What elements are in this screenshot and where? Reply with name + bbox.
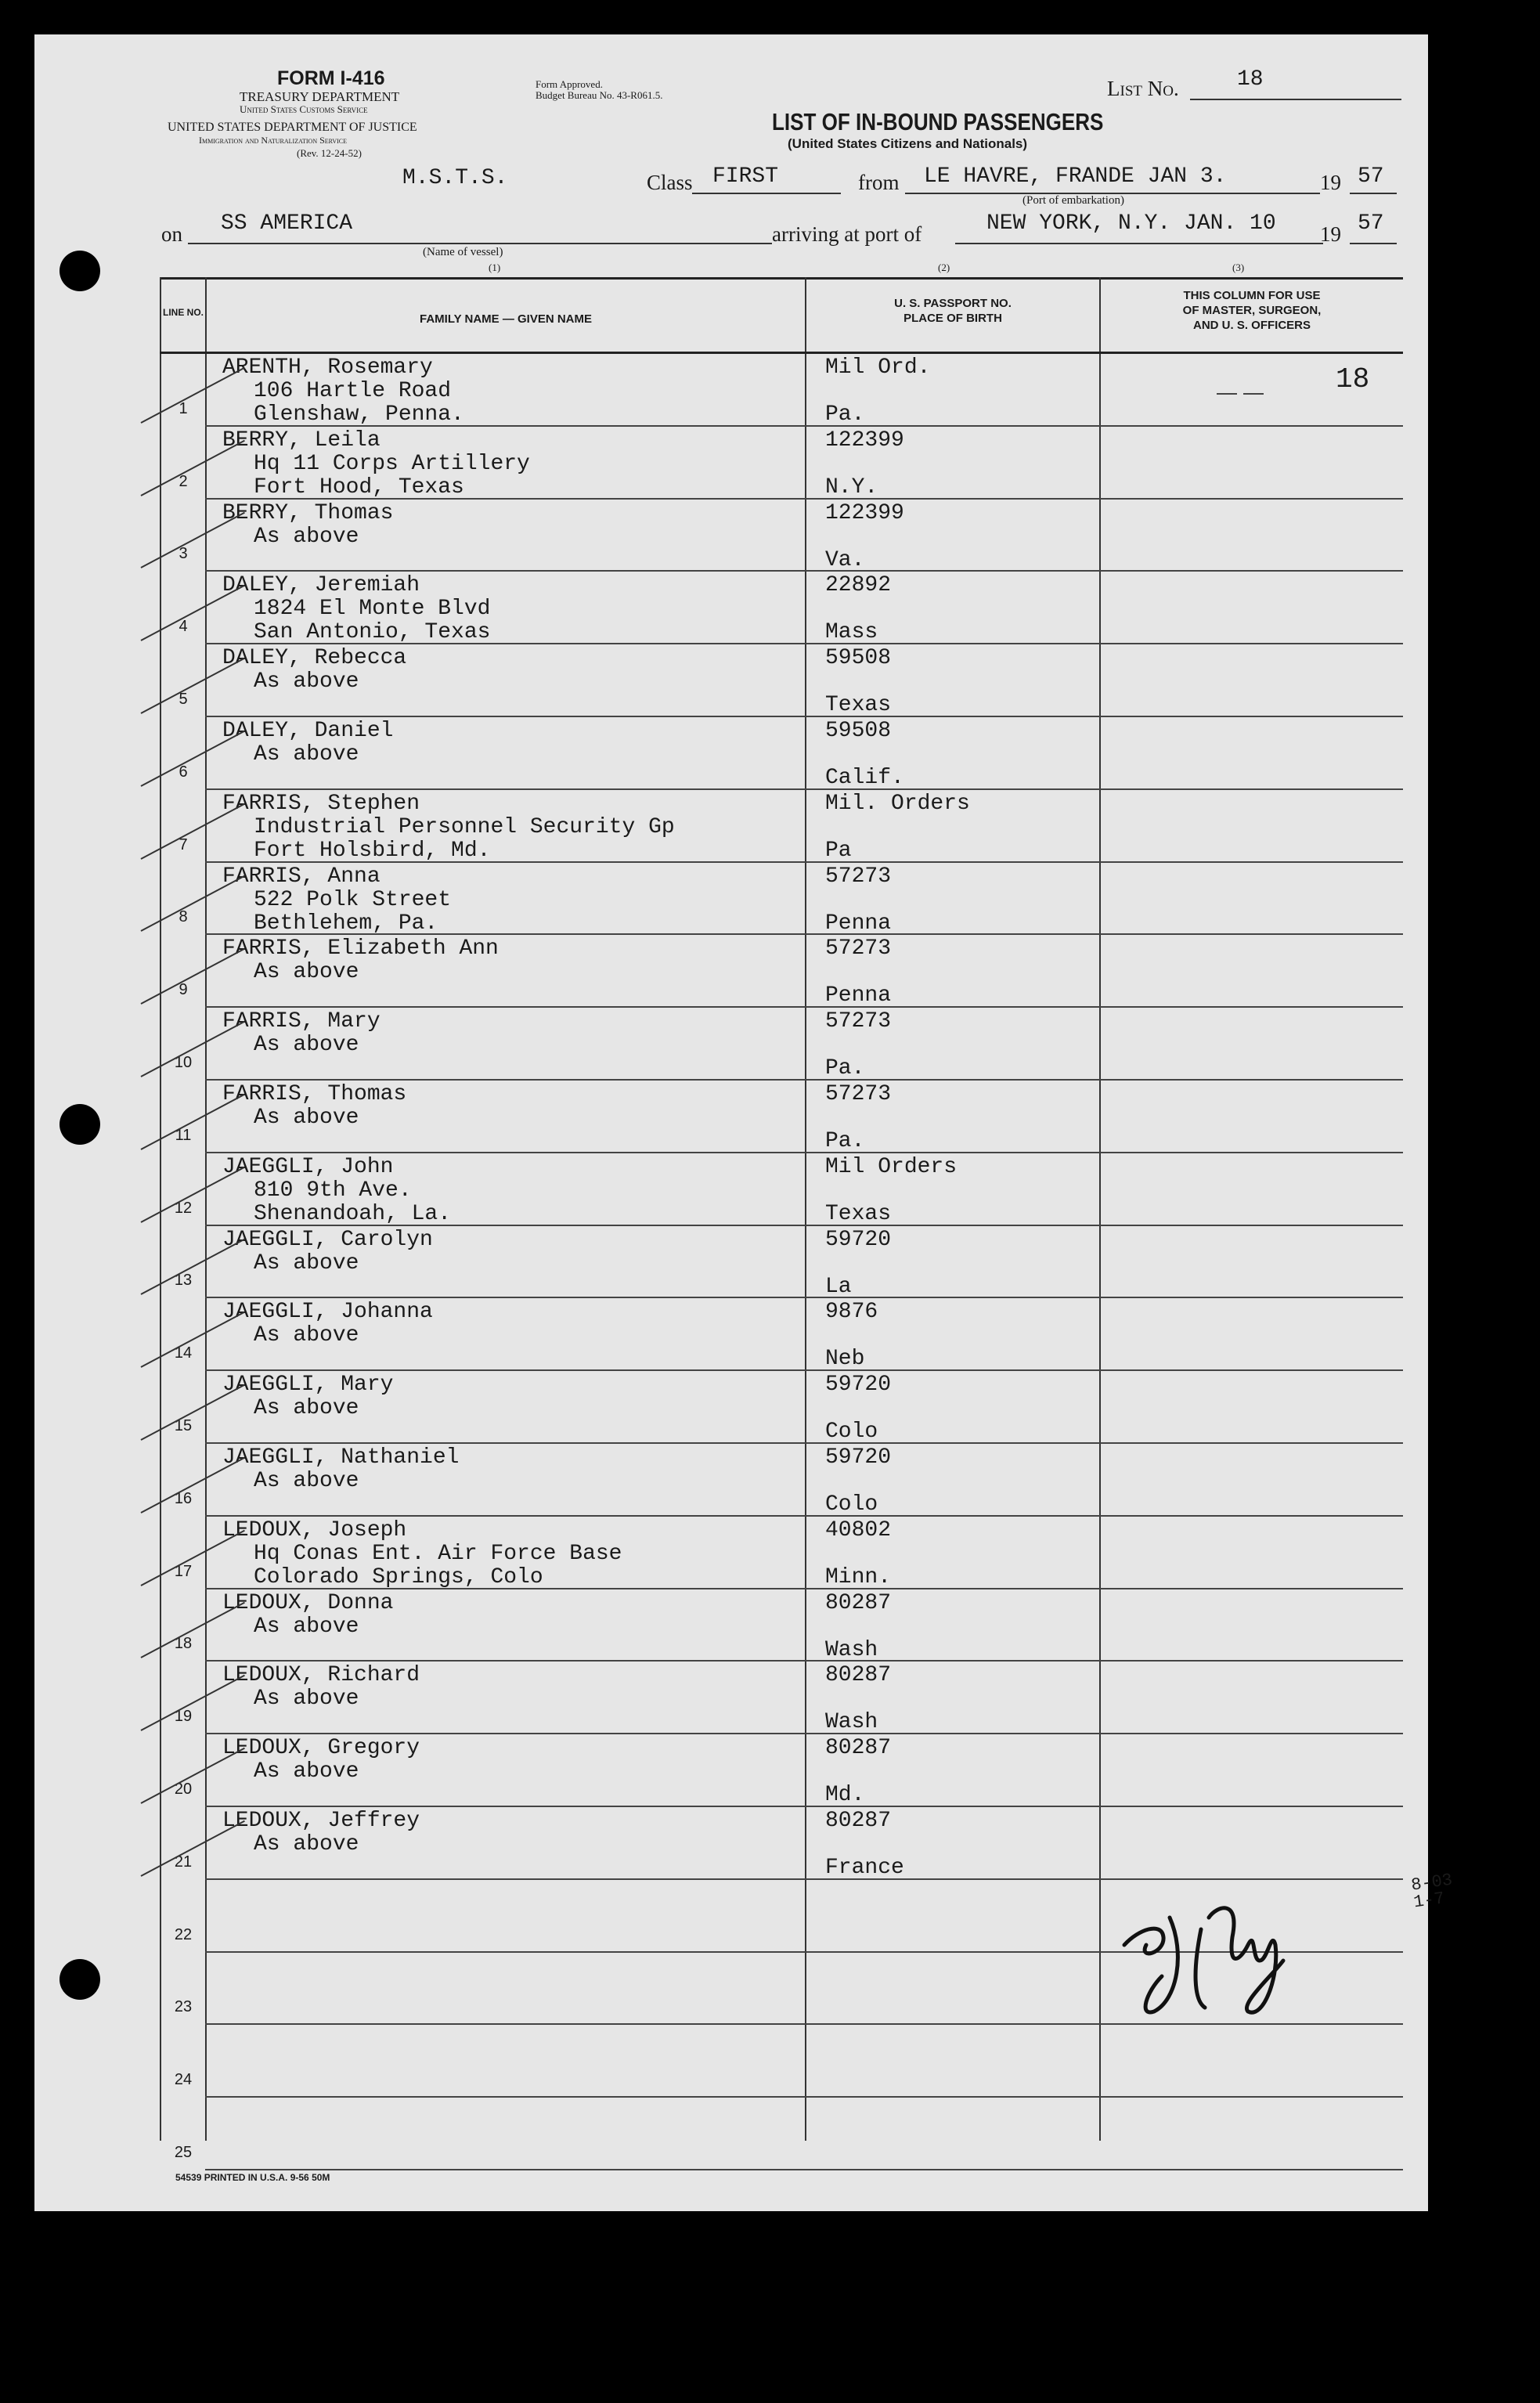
table-row — [160, 935, 1403, 1008]
line-number: 14 — [174, 1344, 193, 1362]
line-number: 11 — [175, 1126, 192, 1144]
passport-header-line1: U. S. PASSPORT NO. — [894, 297, 1012, 310]
line-number: 6 — [179, 763, 188, 781]
list-subtitle: (United States Citizens and Nationals) — [788, 136, 1028, 151]
col1-number: (1) — [489, 262, 501, 273]
passenger-address-line: As above — [254, 1250, 359, 1275]
passenger-address-line: 810 9th Ave. — [254, 1178, 412, 1203]
class-line — [692, 193, 841, 194]
passenger-address-line: As above — [254, 1106, 359, 1130]
place-of-birth: Minn. — [825, 1564, 892, 1589]
passport-number: 80287 — [825, 1809, 892, 1833]
table-row — [160, 1517, 1403, 1589]
passenger-name: DALEY, Daniel — [222, 719, 394, 743]
year-prefix-2: 19 — [1320, 222, 1341, 246]
line-number: 24 — [174, 2071, 193, 2089]
form-number: FORM I-416 — [277, 67, 385, 89]
passenger-address-line: 522 Polk Street — [254, 887, 452, 912]
table-top-rule — [160, 277, 1403, 280]
place-of-birth: Colo — [825, 1492, 878, 1517]
class-label: Class — [647, 171, 693, 194]
table-row — [160, 500, 1403, 572]
place-of-birth: Pa. — [825, 1056, 865, 1081]
passenger-address-line: As above — [254, 669, 359, 695]
place-of-birth: Pa. — [825, 402, 865, 427]
passport-number: 57273 — [825, 936, 892, 962]
passenger-name: FARRIS, Mary — [222, 1009, 380, 1034]
passenger-name: FARRIS, Thomas — [222, 1082, 407, 1106]
passport-number: 57273 — [825, 1082, 892, 1106]
passenger-name: LEDOUX, Donna — [222, 1590, 394, 1615]
line-no-header: LINE NO. — [162, 307, 204, 318]
passport-number: 40802 — [825, 1517, 892, 1542]
embark-port: LE HAVRE, FRANDE JAN 3. — [924, 164, 1227, 189]
year-value-1: 57 — [1358, 164, 1384, 189]
passenger-table — [160, 277, 1454, 2161]
passenger-name: JAEGGLI, Johanna — [222, 1300, 433, 1325]
passenger-name: BERRY, Thomas — [222, 500, 394, 525]
line-number: 4 — [179, 618, 188, 636]
passenger-address-line: As above — [254, 1614, 359, 1639]
row-rule — [205, 2169, 1403, 2170]
passport-header — [806, 296, 1099, 326]
place-of-birth: Calif. — [825, 766, 904, 790]
passenger-name: FARRIS, Anna — [222, 864, 380, 889]
line-number: 5 — [179, 690, 188, 708]
officers-header — [1101, 288, 1403, 333]
passenger-address-line: As above — [254, 1687, 359, 1712]
passenger-name: DALEY, Rebecca — [222, 646, 407, 671]
place-of-birth: Pa — [825, 838, 852, 863]
place-of-birth: Pa. — [825, 1129, 865, 1153]
passenger-address-line: As above — [254, 524, 359, 549]
year-line-2 — [1350, 243, 1397, 244]
passenger-name: LEDOUX, Gregory — [222, 1736, 420, 1761]
place-of-birth: Md. — [825, 1783, 865, 1808]
place-of-birth: Penna — [825, 911, 892, 936]
passenger-name: LEDOUX, Jeffrey — [222, 1809, 420, 1833]
passenger-address-line: 1824 El Monte Blvd — [254, 597, 491, 622]
signature-note: 8-03 1-7 — [1409, 1870, 1454, 1913]
table-row — [160, 1662, 1403, 1734]
table-row — [160, 863, 1403, 936]
table-row — [160, 427, 1403, 500]
officer-signature — [1115, 1843, 1397, 2023]
passport-number: 122399 — [825, 500, 904, 525]
officer-note: 18 — [1336, 363, 1370, 395]
ins-service: Immigration and Naturalization Service — [199, 135, 348, 146]
place-of-birth: Texas — [825, 1201, 892, 1226]
place-of-birth: Wash — [825, 1710, 878, 1735]
port-embark-caption: (Port of embarkation) — [1022, 194, 1124, 207]
table-row — [160, 1444, 1403, 1517]
passenger-name: JAEGGLI, John — [222, 1154, 394, 1179]
table-row — [160, 2098, 1403, 2170]
line-number: 20 — [174, 1780, 193, 1798]
list-no-line — [1190, 99, 1401, 100]
officers-header-line2: OF MASTER, SURGEON, — [1182, 304, 1322, 317]
place-of-birth: Penna — [825, 983, 892, 1008]
passenger-name: BERRY, Leila — [222, 428, 380, 453]
line-number: 16 — [174, 1489, 193, 1507]
passenger-address-line: As above — [254, 1396, 359, 1421]
year-prefix-1: 19 — [1320, 171, 1341, 194]
place-of-birth: Mass — [825, 620, 878, 645]
passport-header-line2: PLACE OF BIRTH — [903, 312, 1002, 325]
passenger-name: JAEGGLI, Nathaniel — [222, 1445, 460, 1470]
passenger-address-line: As above — [254, 1759, 359, 1784]
passport-number: 59720 — [825, 1445, 892, 1470]
passport-number: 80287 — [825, 1736, 892, 1761]
binder-hole-1 — [60, 251, 100, 291]
passenger-address-line: Bethlehem, Pa. — [254, 911, 438, 936]
place-of-birth: Va. — [825, 547, 865, 572]
place-of-birth: N.Y. — [825, 474, 878, 500]
customs-service: United States Customs Service — [240, 103, 368, 115]
form-sheet — [34, 34, 1454, 2211]
vessel-caption: (Name of vessel) — [423, 246, 503, 258]
passenger-address-line: Industrial Personnel Security Gp — [254, 814, 675, 839]
line-number: 10 — [174, 1053, 193, 1071]
line-number: 13 — [174, 1272, 193, 1290]
table-row — [160, 572, 1403, 644]
table-row — [160, 644, 1403, 717]
passport-number: 57273 — [825, 864, 892, 889]
passenger-address-line: Hq Conas Ent. Air Force Base — [254, 1541, 622, 1566]
msts-stamp: M.S.T.S. — [402, 166, 508, 190]
name-header: FAMILY NAME — GIVEN NAME — [419, 312, 593, 326]
passenger-address-line: Colorado Springs, Colo — [254, 1564, 543, 1589]
vessel-name: SS AMERICA — [221, 211, 353, 236]
passport-number: 9876 — [825, 1300, 878, 1325]
table-row — [160, 1226, 1403, 1299]
passenger-address-line: Shenandoah, La. — [254, 1201, 452, 1226]
passenger-name: LEDOUX, Joseph — [222, 1517, 407, 1542]
binder-hole-3 — [60, 1959, 100, 2000]
line-number: 23 — [174, 1998, 193, 2016]
passenger-name: FARRIS, Elizabeth Ann — [222, 936, 499, 962]
passenger-address-line: As above — [254, 1323, 359, 1348]
passenger-name: JAEGGLI, Mary — [222, 1373, 394, 1398]
table-row — [160, 1371, 1403, 1444]
form-revision: (Rev. 12-24-52) — [297, 147, 362, 159]
treasury-dept: TREASURY DEPARTMENT — [240, 89, 400, 104]
line-number: 9 — [179, 981, 188, 999]
passenger-name: DALEY, Jeremiah — [222, 573, 420, 598]
passenger-address-line: As above — [254, 1469, 359, 1493]
passport-number: 80287 — [825, 1590, 892, 1615]
arriving-label: arriving at port of — [772, 222, 922, 246]
table-row — [160, 1008, 1403, 1081]
on-label: on — [161, 222, 182, 246]
passport-number: 59508 — [825, 646, 892, 671]
line-number: 2 — [179, 472, 188, 490]
col3-number: (3) — [1232, 262, 1245, 273]
line-number: 1 — [179, 399, 188, 417]
passport-number: Mil Orders — [825, 1154, 958, 1179]
list-no-value: 18 — [1237, 67, 1264, 92]
passenger-name: FARRIS, Stephen — [222, 791, 420, 816]
line-number: 15 — [174, 1416, 193, 1434]
table-row — [160, 1589, 1403, 1662]
passport-number: 22892 — [825, 573, 892, 598]
passport-number: Mil. Orders — [825, 791, 970, 816]
line-number: 18 — [174, 1635, 193, 1653]
passport-number: 80287 — [825, 1663, 892, 1688]
place-of-birth: Texas — [825, 693, 892, 718]
table-row — [160, 717, 1403, 790]
passenger-name: JAEGGLI, Carolyn — [222, 1227, 433, 1252]
line-number: 12 — [174, 1199, 193, 1217]
passport-number: 59720 — [825, 1373, 892, 1398]
passport-number: 57273 — [825, 1009, 892, 1034]
place-of-birth: France — [825, 1856, 904, 1880]
passenger-address-line: Fort Hood, Texas — [254, 474, 464, 500]
passenger-address-line: 106 Hartle Road — [254, 379, 452, 403]
line-number: 17 — [174, 1562, 193, 1580]
printer-imprint: 54539 PRINTED IN U.S.A. 9-56 50M — [175, 2172, 330, 2183]
passenger-name: ARENTH, Rosemary — [222, 355, 433, 380]
passenger-address-line: Fort Holsbird, Md. — [254, 838, 491, 863]
passport-number: 122399 — [825, 428, 904, 453]
officers-header-line1: THIS COLUMN FOR USE — [1183, 289, 1321, 302]
from-label: from — [858, 171, 900, 194]
passenger-address-line: As above — [254, 742, 359, 767]
passenger-address-line: Hq 11 Corps Artillery — [254, 451, 530, 476]
budget-bureau: Budget Bureau No. 43-R061.5. — [536, 89, 663, 101]
passenger-name: LEDOUX, Richard — [222, 1663, 420, 1688]
table-row — [160, 1298, 1403, 1371]
line-number: 25 — [174, 2143, 193, 2161]
arrival-port: NEW YORK, N.Y. JAN. 10 — [986, 211, 1276, 236]
passport-number: 59508 — [825, 719, 892, 743]
passport-number: Mil Ord. — [825, 355, 931, 380]
justice-dept: UNITED STATES DEPARTMENT OF JUSTICE — [168, 121, 417, 134]
col2-number: (2) — [938, 262, 950, 273]
place-of-birth: Colo — [825, 1420, 878, 1445]
passenger-address-line: As above — [254, 1033, 359, 1058]
binder-hole-2 — [60, 1104, 100, 1145]
class-value: FIRST — [712, 164, 779, 189]
line-number: 19 — [174, 1708, 193, 1726]
passenger-address-line: As above — [254, 960, 359, 985]
arrival-line — [955, 243, 1323, 244]
line-number: 3 — [179, 545, 188, 563]
passport-number: 59720 — [825, 1227, 892, 1252]
line-number: 21 — [174, 1853, 193, 1871]
table-row — [160, 1734, 1403, 1807]
table-row — [160, 1081, 1403, 1153]
vessel-line — [188, 243, 772, 244]
line-number: 8 — [179, 908, 188, 926]
line-number: 7 — [179, 835, 188, 853]
place-of-birth: La — [825, 1274, 852, 1299]
passenger-address-line: San Antonio, Texas — [254, 620, 491, 645]
table-row — [160, 1153, 1403, 1226]
officers-header-line3: AND U. S. OFFICERS — [1192, 319, 1311, 332]
place-of-birth: Neb — [825, 1347, 865, 1372]
year-line-1 — [1350, 193, 1397, 194]
passenger-address-line: Glenshaw, Penna. — [254, 402, 464, 427]
passenger-address-line: As above — [254, 1832, 359, 1856]
list-no-label: List No. — [1107, 77, 1179, 100]
line-number: 22 — [174, 1925, 193, 1943]
list-title: LIST OF IN-BOUND PASSENGERS — [772, 108, 1104, 135]
table-row — [160, 354, 1403, 427]
table-row — [160, 790, 1403, 863]
form-approved: Form Approved. — [536, 78, 603, 90]
table-row — [160, 2025, 1403, 2098]
place-of-birth: Wash — [825, 1637, 878, 1662]
year-value-2: 57 — [1358, 211, 1384, 236]
